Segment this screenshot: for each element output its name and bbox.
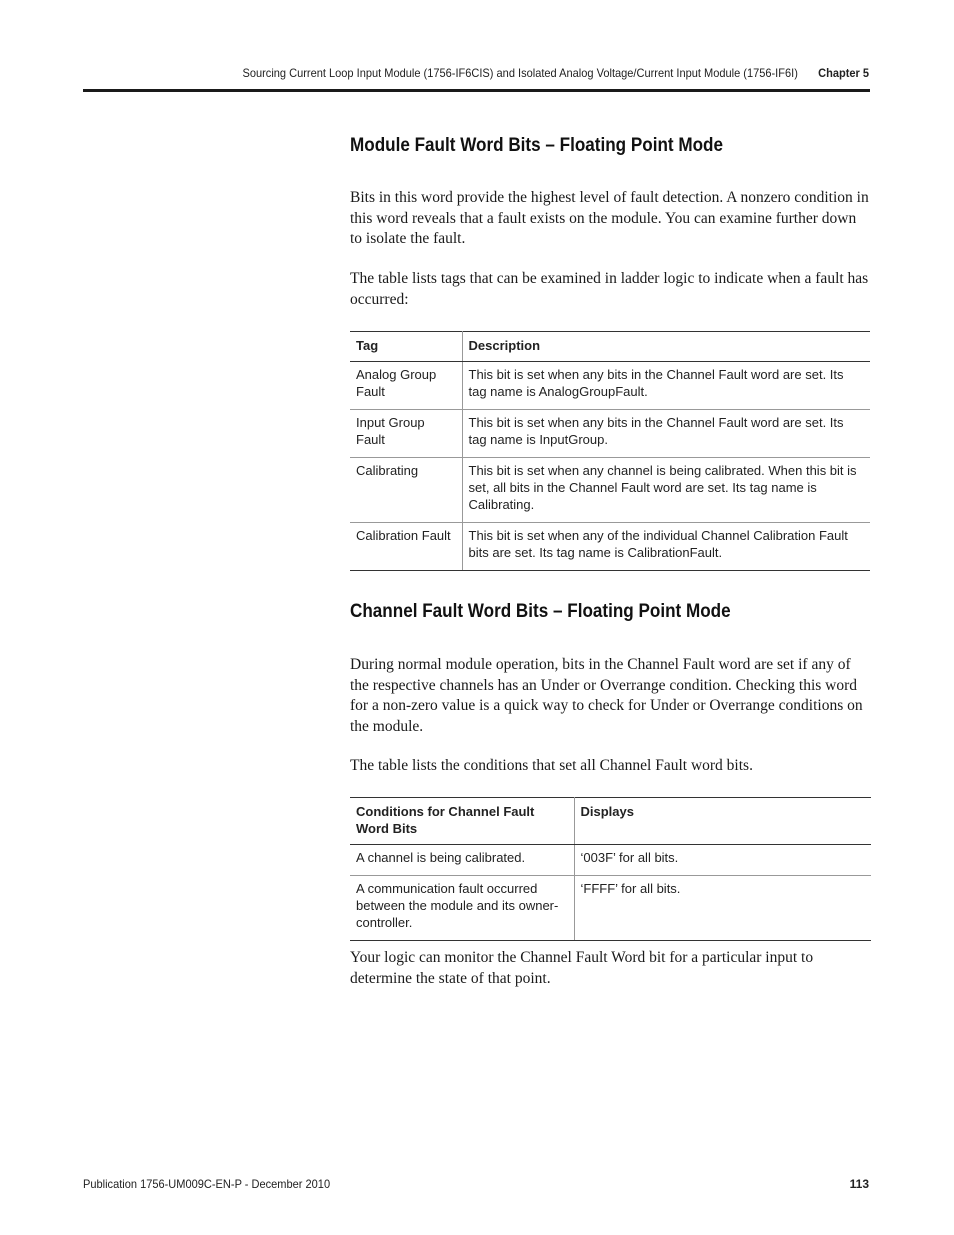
- section-heading-module-fault: Module Fault Word Bits – Floating Point Mode: [350, 135, 724, 156]
- table-cell-condition: A channel is being calibrated.: [350, 845, 574, 876]
- table-row: [350, 523, 870, 571]
- table-cell-display: ‘FFFF’ for all bits.: [574, 876, 871, 941]
- table-header-row: [350, 798, 871, 845]
- paragraph-channel-fault-table-intro: The table lists the conditions that set all Channel Fault word bits.: [350, 757, 753, 774]
- paragraph-module-fault-intro: Bits in this word provide the highest level of fault detection. A nonzero condition in this word reveals that a fault exists on the module. You can examine further down to isolate the fault.: [350, 189, 869, 247]
- paragraph-channel-fault-monitor: Your logic can monitor the Channel Fault Word bit for a particular input to determine the state of that point.: [350, 949, 814, 987]
- table-cell-description: This bit is set when any of the individual Channel Calibration Fault bits are set. Its tag name is CalibrationFault.: [462, 523, 870, 571]
- section-heading-channel-fault: Channel Fault Word Bits – Floating Point Mode: [350, 601, 731, 622]
- table-cell-tag: Input Group Fault: [350, 410, 462, 458]
- table-cell-tag: Analog Group Fault: [350, 362, 462, 410]
- table-header-row: [350, 332, 870, 362]
- table-row: [350, 410, 870, 458]
- table-row: [350, 845, 871, 876]
- table-cell-description: This bit is set when any channel is being calibrated. When this bit is set, all bits in the Channel Fault word are set. Its tag name is Calibrating.: [462, 458, 870, 523]
- table-header-conditions: Conditions for Channel Fault Word Bits: [350, 798, 574, 845]
- table-cell-tag: Calibration Fault: [350, 523, 462, 571]
- table-cell-condition: A communication fault occurred between the module and its owner-controller.: [350, 876, 574, 941]
- header-chapter: Chapter 5: [818, 66, 869, 80]
- table-cell-tag: Calibrating: [350, 458, 462, 523]
- table-cell-description: This bit is set when any bits in the Channel Fault word are set. Its tag name is InputGroup.: [462, 410, 870, 458]
- table-row: [350, 362, 870, 410]
- table-cell-description: This bit is set when any bits in the Channel Fault word are set. Its tag name is AnalogGroupFault.: [462, 362, 870, 410]
- table-cell-display: ‘003F’ for all bits.: [574, 845, 871, 876]
- channel-fault-table: [350, 797, 871, 941]
- table-header-displays: Displays: [574, 798, 871, 845]
- table-row: [350, 458, 870, 523]
- module-fault-table: [350, 331, 870, 571]
- footer-page-number: 113: [849, 1177, 869, 1191]
- header-title: Sourcing Current Loop Input Module (1756-IF6CIS) and Isolated Analog Voltage/Current Input Module (1756-IF6I): [242, 66, 798, 80]
- header-rule: [83, 89, 870, 92]
- footer-publication: Publication 1756-UM009C-EN-P - December 2010: [83, 1177, 331, 1191]
- paragraph-channel-fault-intro: During normal module operation, bits in the Channel Fault word are set if any of the respective channels has an Under or Overrange condition. Checking this word for a non-zero value is a quick way to check for Under or Overrange conditions on the module.: [350, 656, 863, 735]
- running-header: [242, 66, 869, 80]
- paragraph-module-fault-table-intro: The table lists tags that can be examined in ladder logic to indicate when a fault has occurred:: [350, 270, 869, 308]
- table-header-description: Description: [462, 332, 870, 362]
- table-header-tag: Tag: [350, 332, 462, 362]
- table-row: [350, 876, 871, 941]
